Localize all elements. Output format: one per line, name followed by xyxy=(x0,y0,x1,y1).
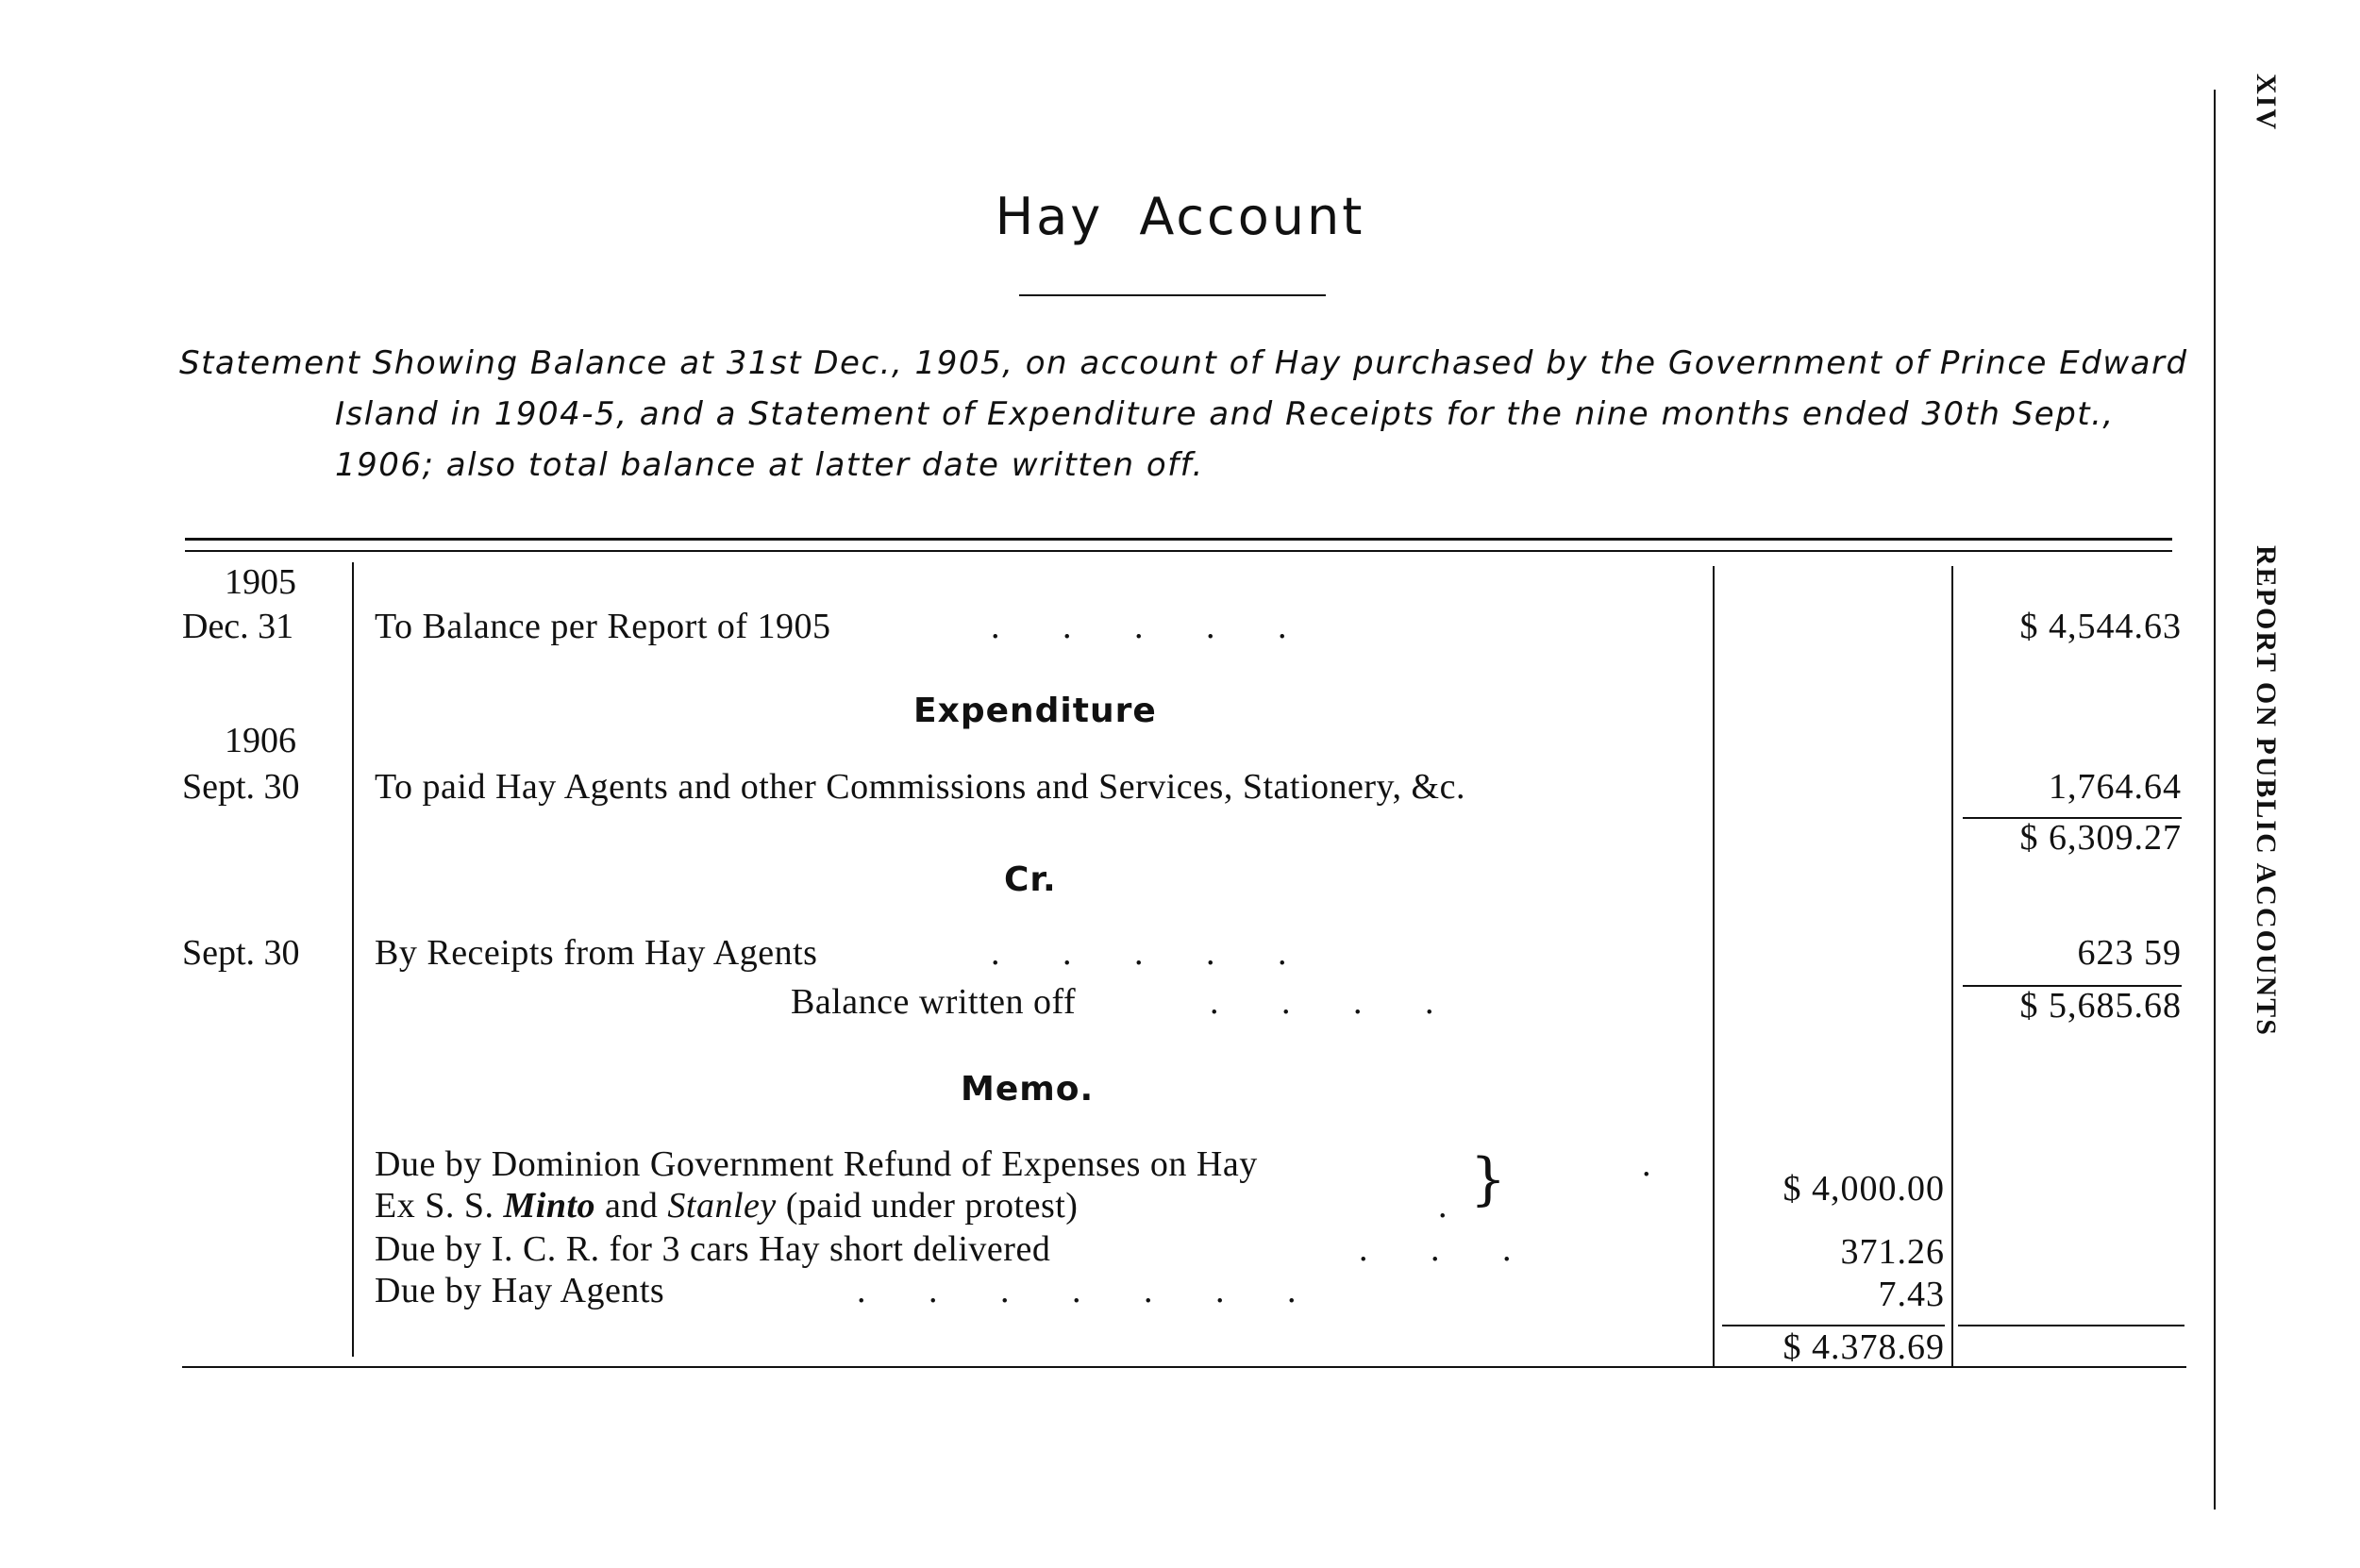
table-top-rule-thin xyxy=(185,550,2172,552)
paid-agents-label: To paid Hay Agents and other Commissions and Services, Stationery, &c. xyxy=(375,767,1465,807)
memo-dominion-line-2 xyxy=(375,1185,1078,1226)
receipts-amount: 623 59 xyxy=(2077,933,2182,973)
subtotal-amount: $ 6,309.27 xyxy=(2019,818,2182,858)
memo-agents-line: Due by Hay Agents xyxy=(375,1271,665,1310)
ship-and: and xyxy=(605,1186,659,1226)
leader-dots: . . . . . xyxy=(991,607,1287,646)
memo-amount-column-rule xyxy=(1713,566,1715,1366)
date-sept-30: Sept. 30 xyxy=(182,767,300,807)
balance-report-label: To Balance per Report of 1905 xyxy=(375,607,831,646)
year-1906: 1906 xyxy=(225,721,296,760)
leader-dots: . . . . . xyxy=(991,933,1287,973)
agents-amount: 7.43 xyxy=(1878,1275,1945,1314)
ship-name-minto: Minto xyxy=(503,1186,596,1226)
leader-dots: . xyxy=(1438,1186,1448,1226)
ship-name-stanley: Stanley xyxy=(667,1186,777,1226)
written-off-amount: $ 5,685.68 xyxy=(2019,986,2182,1026)
date-dec-31: Dec. 31 xyxy=(182,607,294,646)
paid-agents-amount: 1,764.64 xyxy=(2049,767,2182,807)
ship-suffix: (paid under protest) xyxy=(785,1186,1079,1226)
title-underline xyxy=(1019,294,1326,296)
subtitle-line-2: Island in 1904-5, and a Statement of Expenditure and Receipts for the nine months ended 30th Sept., xyxy=(335,395,2115,433)
brace-icon: } xyxy=(1470,1146,1507,1212)
memo-dominion-line-1: Due by Dominion Government Refund of Expenses on Hay xyxy=(375,1144,1258,1184)
expenditure-heading: Expenditure xyxy=(913,692,1157,730)
leader-dots: . xyxy=(1642,1144,1651,1184)
page-number: XIV xyxy=(2251,74,2282,132)
amount-column-rule xyxy=(1951,566,1953,1366)
receipts-label: By Receipts from Hay Agents xyxy=(375,933,818,973)
date-sept-30-receipts: Sept. 30 xyxy=(182,933,300,973)
subtitle-line-1: Statement Showing Balance at 31st Dec., 1905, on account of Hay purchased by the Government of Prince Edward xyxy=(179,344,2188,382)
memo-heading: Memo. xyxy=(961,1070,1095,1109)
table-top-rule xyxy=(185,538,2172,541)
leader-dots: . . . . xyxy=(1210,982,1434,1022)
date-column-rule xyxy=(352,562,354,1357)
ship-prefix: Ex S. S. xyxy=(375,1186,494,1226)
leader-dots: . . . . . . . xyxy=(857,1271,1297,1310)
memo-total-amount: $ 4.378.69 xyxy=(1783,1327,1945,1367)
right-margin-rule xyxy=(2214,90,2216,1510)
icr-amount: 371.26 xyxy=(1840,1232,1945,1272)
amount-column-close-rule xyxy=(1958,1325,2184,1326)
memo-icr-line: Due by I. C. R. for 3 cars Hay short delivered xyxy=(375,1229,1051,1269)
subtitle-line-3: 1906; also total balance at latter date written off. xyxy=(335,446,1204,484)
cr-heading: Cr. xyxy=(1004,860,1057,899)
dominion-amount: $ 4,000.00 xyxy=(1783,1169,1945,1209)
year-1905: 1905 xyxy=(225,562,296,602)
written-off-label: Balance written off xyxy=(791,982,1077,1022)
balance-report-amount: $ 4,544.63 xyxy=(2019,607,2182,646)
side-header: REPORT ON PUBLIC ACCOUNTS xyxy=(2251,545,2282,1037)
leader-dots: . . . xyxy=(1359,1229,1512,1269)
page-title: Hay Account xyxy=(995,187,1365,246)
